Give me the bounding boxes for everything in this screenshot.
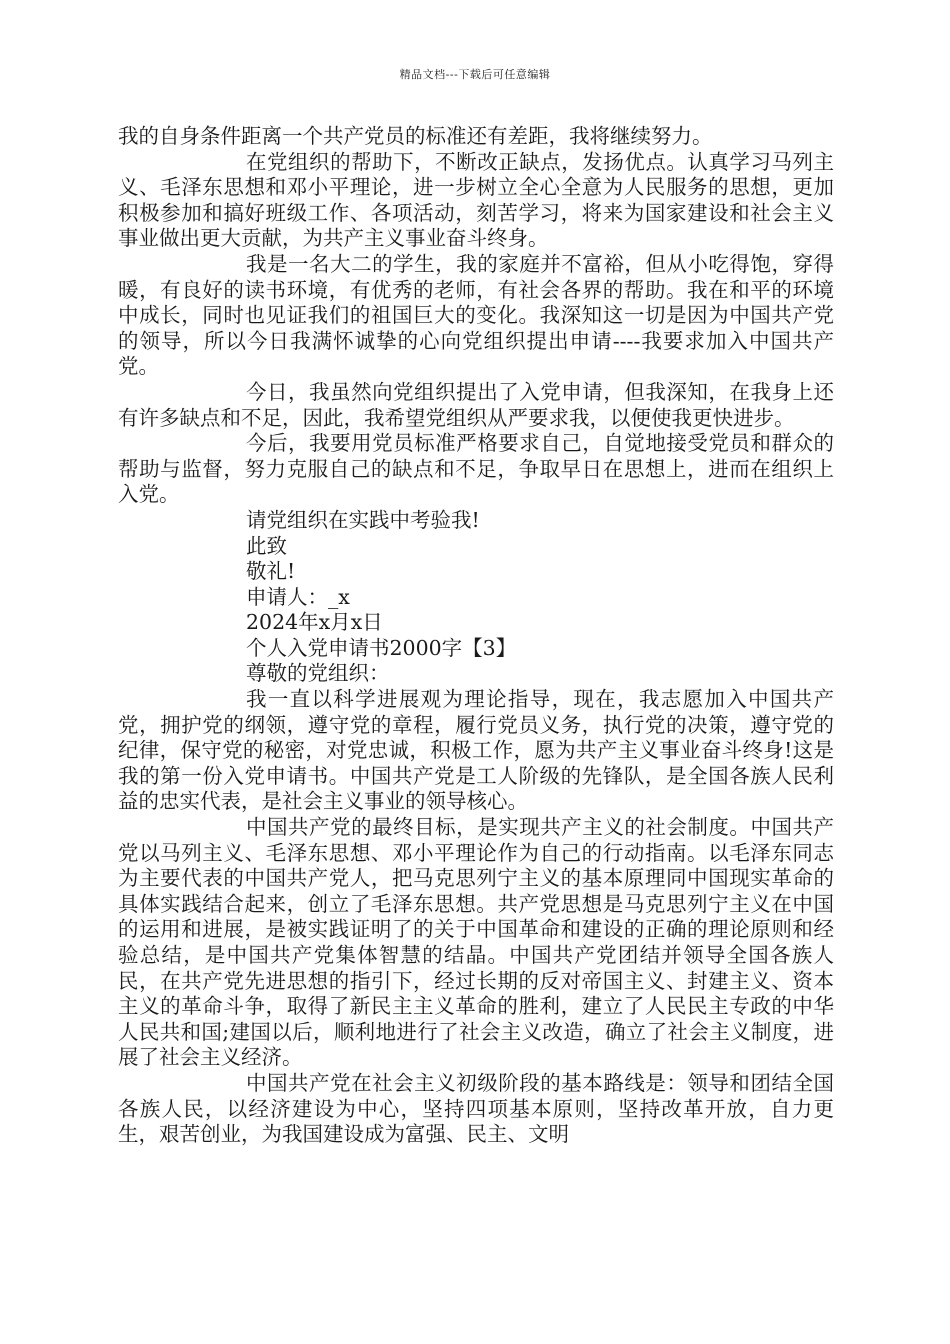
- salutation-line: 敬礼!: [246, 559, 296, 584]
- salutation-line: 此致: [246, 533, 287, 558]
- paragraph: 我一直以科学进展观为理论指导，现在，我志愿加入中国共产党，拥护党的纲领，遵守党的章程，履行党员义务，执行党的决策，遵守党的纪律，保守党的秘密，对党忠诚，积极工作，愿为共产主义事业奋斗终身!这是我的第一份入党申请书。中国共产党是工人阶级的先锋队，是全国各族人民利益的忠实代表，是社会主义事业的领导核心。: [118, 687, 834, 814]
- paragraph: 中国共产党的最终目标，是实现共产主义的社会制度。中国共产党以马列主义、毛泽东思想、邓小平理论作为自己的行动指南。以毛泽东同志为主要代表的中国共产党人，把马克思列宁主义的基本原理同中国现实革命的具体实践结合起来，创立了毛泽东思想。共产党思想是马克思列宁主义在中国的运用和进展，是被实践证明了的关于中国革命和建设的正确的理论原则和经验总结，是中国共产党集体智慧的结晶。中国共产党团结并领导全国各族人民，在共产党先进思想的指引下，经过长期的反对帝国主义、封建主义、资本主义的革命斗争，取得了新民主主义革命的胜利，建立了人民民主专政的中华人民共和国;建国以后，顺利地进行了社会主义改造，确立了社会主义制度，进展了社会主义经济。: [118, 815, 834, 1070]
- paragraph: 我是一名大二的学生，我的家庭并不富裕，但从小吃得饱，穿得暖，有良好的读书环境，有优秀的老师，有社会各界的帮助。我在和平的环境中成长，同时也见证我们的祖国巨大的变化。我深知这一切是因为中国共产党的领导，所以今日我满怀诚挚的心向党组织提出申请----我要求加入中国共产党。: [118, 251, 834, 379]
- section-title: 个人入党申请书2000字【3】: [246, 635, 517, 660]
- page-header: 精品文档---下载后可任意编辑: [399, 68, 551, 81]
- paragraph: 今后，我要用党员标准严格要求自己，自觉地接受党员和群众的帮助与监督，努力克服自己的缺点和不足，争取早日在思想上，进而在组织上入党。: [118, 431, 834, 507]
- paragraph: 我的自身条件距离一个共产党员的标准还有差距，我将继续努力。: [118, 124, 713, 148]
- paragraph: 中国共产党在社会主义初级阶段的基本路线是：领导和团结全国各族人民，以经济建设为中心，坚持四项基本原则，坚持改革开放，自力更生，艰苦创业，为我国建设成为富强、民主、文明: [118, 1070, 834, 1147]
- paragraph: 今日，我虽然向党组织提出了入党申请，但我深知，在我身上还有许多缺点和不足，因此，我希望党组织从严要求我，以便使我更快进步。: [118, 379, 834, 430]
- applicant-line: 申请人：_x: [246, 584, 350, 609]
- document-body: [118, 124, 834, 1148]
- date-line: 2024年x月x日: [246, 610, 383, 635]
- greeting-line: 尊敬的党组织：: [246, 661, 390, 686]
- paragraph: 在党组织的帮助下，不断改正缺点，发扬优点。认真学习马列主义、毛泽东思想和邓小平理论，进一步树立全心全意为人民服务的思想，更加积极参加和搞好班级工作、各项活动，刻苦学习，将来为国家建设和社会主义事业做出更大贡献，为共产主义事业奋斗终身。: [118, 149, 834, 251]
- closing-line: 请党组织在实践中考验我!: [246, 507, 480, 532]
